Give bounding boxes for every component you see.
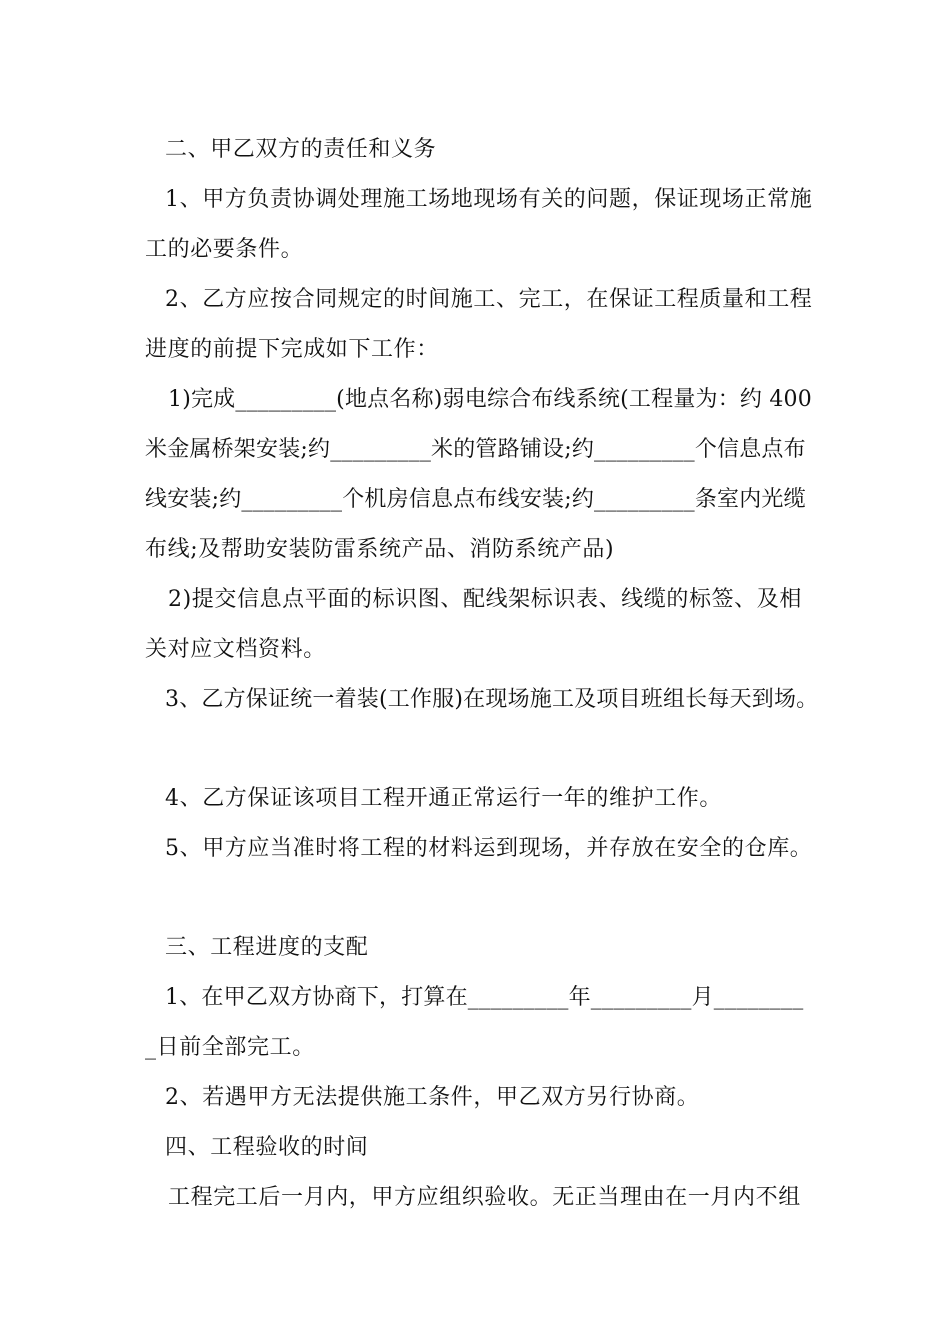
paragraph-line: 1)完成_________(地点名称)弱电综合布线系统(工程量为：约 400 (168, 387, 812, 412)
section-heading-acceptance: 四、工程验收的时间 (165, 1135, 369, 1160)
paragraph-line: 3、乙方保证统一着装(工作服)在现场施工及项目班组长每天到场。 (165, 687, 819, 712)
paragraph-line: 关对应文档资料。 (145, 637, 326, 662)
section-heading-schedule: 三、工程进度的支配 (165, 935, 369, 960)
paragraph-line: 1、在甲乙双方协商下，打算在_________年_________月________ (165, 985, 804, 1010)
paragraph-line: 进度的前提下完成如下工作： (145, 337, 439, 362)
paragraph-line: 工的必要条件。 (145, 237, 304, 262)
paragraph-line: 1、甲方负责协调处理施工场地现场有关的问题，保证现场正常施 (165, 187, 813, 212)
paragraph-line: 2、若遇甲方无法提供施工条件，甲乙双方另行协商。 (165, 1085, 700, 1110)
paragraph-line: 2、乙方应按合同规定的时间施工、完工，在保证工程质量和工程 (165, 287, 813, 312)
section-heading-responsibilities: 二、甲乙双方的责任和义务 (165, 137, 437, 162)
paragraph-line: 布线;及帮助安装防雷系统产品、消防系统产品) (145, 537, 615, 562)
paragraph-line: 4、乙方保证该项目工程开通正常运行一年的维护工作。 (165, 786, 722, 811)
paragraph-line: 5、甲方应当准时将工程的材料运到现场，并存放在安全的仓库。 (165, 836, 813, 861)
paragraph-line: 米金属桥架安装;约_________米的管路铺设;约_________个信息点布 (145, 437, 806, 462)
paragraph-line: 2)提交信息点平面的标识图、配线架标识表、线缆的标签、及相 (168, 587, 802, 612)
paragraph-line: 线安装;约_________个机房信息点布线安装;约_________条室内光缆 (145, 487, 806, 512)
paragraph-line: 工程完工后一月内，甲方应组织验收。无正当理由在一月内不组 (168, 1185, 801, 1210)
paragraph-line: _日前全部完工。 (145, 1035, 315, 1060)
